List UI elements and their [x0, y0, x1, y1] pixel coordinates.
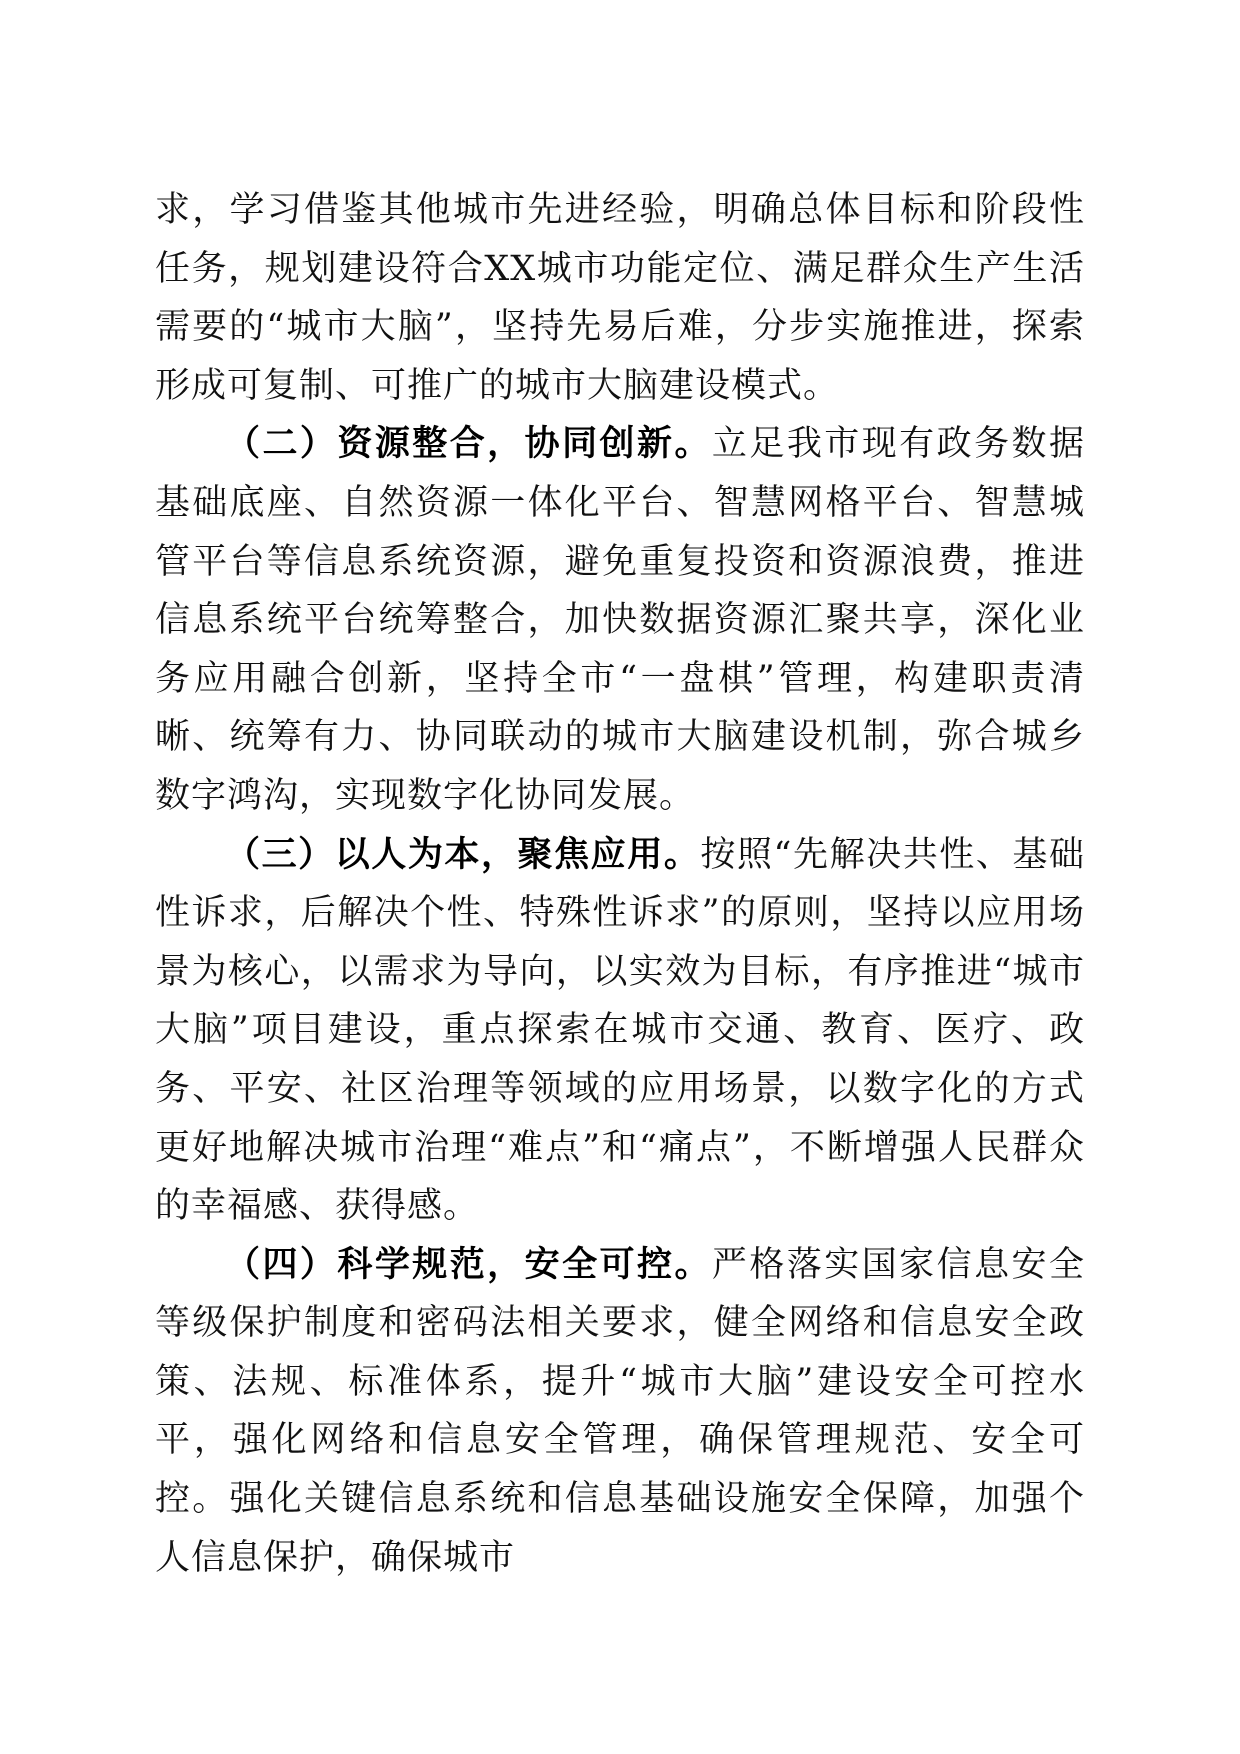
paragraph-text: 按照“先解决共性、基础性诉求，后解决个性、特殊性诉求”的原则，坚持以应用场景为核心，以需求为导向，以实效为目标，有序推进“城市大脑”项目建设，重点探索在城市交通、教育、医疗、政务、平安、社区治理等领域的应用场景，以数字化的方式更好地解决城市治理“难点”和“痛点”，不断增强人民群众的幸福感、获得感。: [155, 834, 1085, 1227]
paragraph-text: 求，学习借鉴其他城市先进经验，明确总体目标和阶段性任务，规划建设符合XX城市功能定位、满足群众生产生活需要的“城市大脑”，坚持先易后难，分步实施推进，探索形成可复制、可推广的城市大脑建设模式。: [155, 190, 1085, 406]
paragraph-people-oriented: [155, 826, 1085, 1236]
paragraph-resource-integration: [155, 415, 1085, 825]
document-body: [155, 181, 1085, 1587]
paragraph-security: [155, 1236, 1085, 1588]
section-heading: （四）科学规范，安全可控。: [225, 1244, 712, 1285]
paragraph-text: 严格落实国家信息安全等级保护制度和密码法相关要求，健全网络和信息安全政策、法规、标准体系，提升“城市大脑”建设安全可控水平，强化网络和信息安全管理，确保管理规范、安全可控。强化关键信息系统和信息基础设施安全保障，加强个人信息保护，确保城市: [155, 1244, 1085, 1578]
paragraph-text: 立足我市现有政务数据基础底座、自然资源一体化平台、智慧网格平台、智慧城管平台等信息系统资源，避免重复投资和资源浪费，推进信息系统平台统筹整合，加快数据资源汇聚共享，深化业务应用融合创新，坚持全市“一盘棋”管理，构建职责清晰、统筹有力、协同联动的城市大脑建设机制，弥合城乡数字鸿沟，实现数字化协同发展。: [155, 424, 1085, 816]
paragraph-continuation: [155, 181, 1085, 415]
section-heading: （三）以人为本，聚焦应用。: [225, 834, 701, 875]
section-heading: （二）资源整合，协同创新。: [225, 424, 712, 465]
